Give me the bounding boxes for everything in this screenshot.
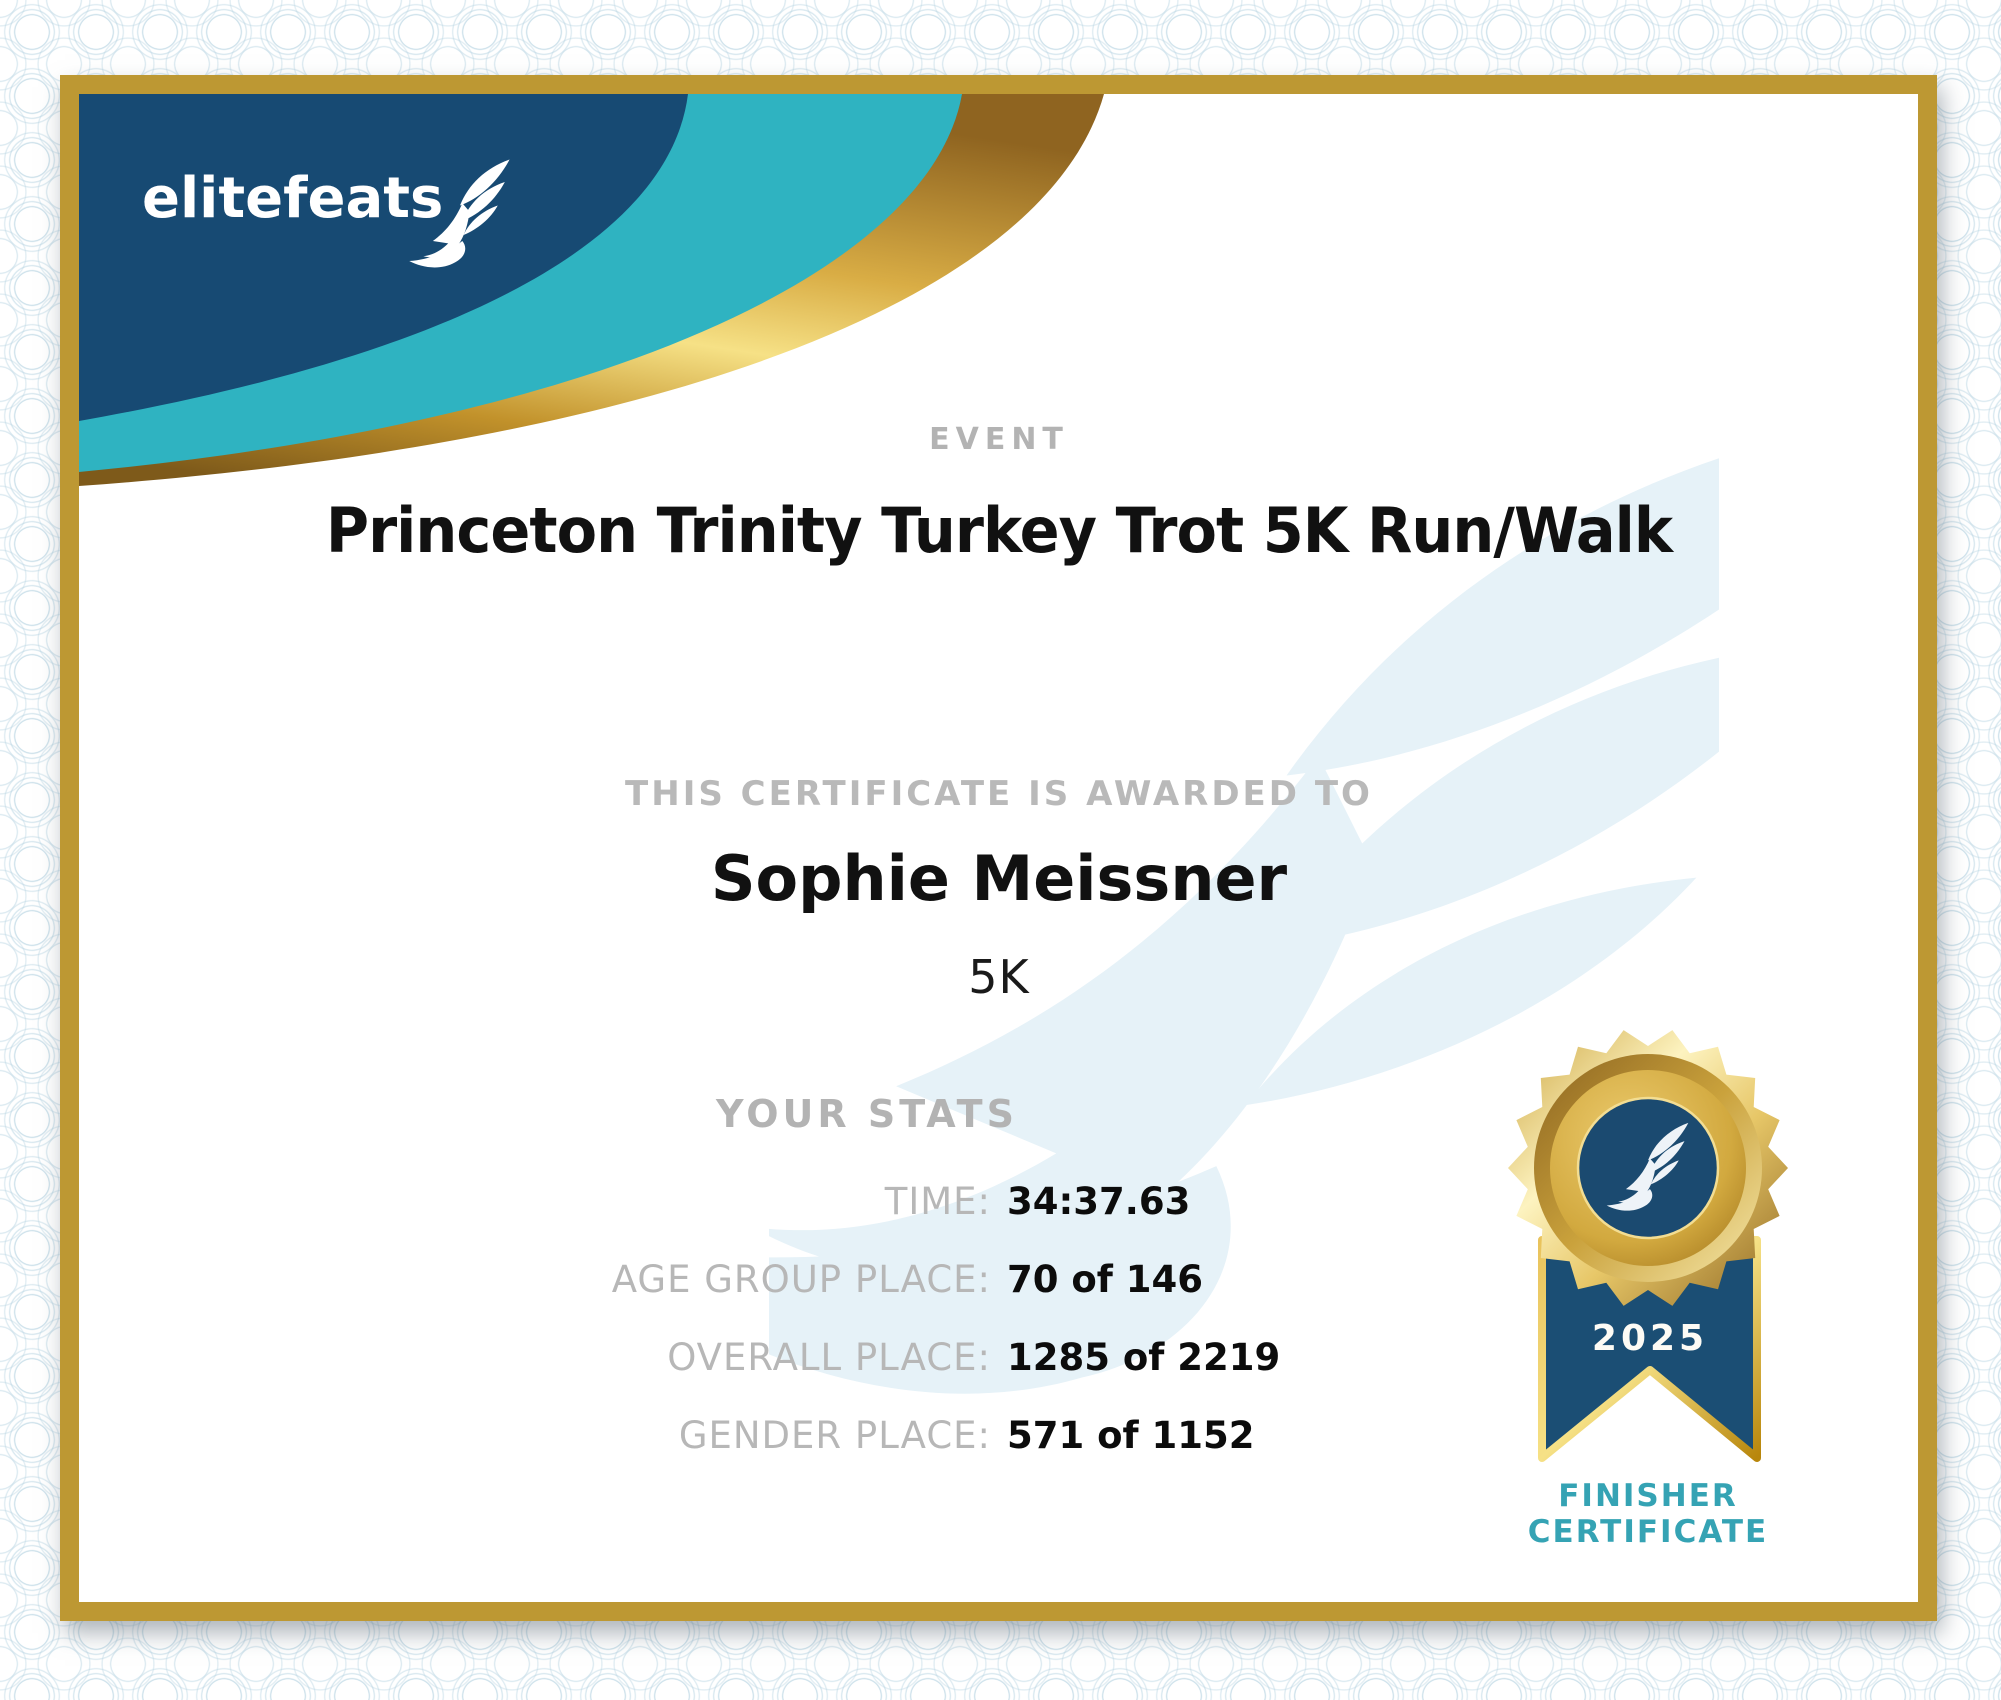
winged-foot-icon [401, 152, 519, 278]
badge-caption [1528, 1478, 1768, 1550]
stat-label: TIME: [884, 1179, 991, 1223]
stat-value: 571 of 1152 [1007, 1413, 1255, 1457]
badge-year: 2025 [1591, 1318, 1709, 1359]
stat-value: 70 of 146 [1007, 1257, 1204, 1301]
stat-label: AGE GROUP PLACE: [611, 1257, 991, 1301]
stat-label: OVERALL PLACE: [667, 1335, 991, 1379]
badge-caption-line1: FINISHER [1558, 1478, 1738, 1514]
stat-value: 34:37.63 [1007, 1179, 1191, 1223]
stats-heading: YOUR STATS [716, 1092, 1018, 1136]
event-title: Princeton Trinity Turkey Trot 5K Run/Walk [325, 494, 1673, 567]
awarded-to-label: THIS CERTIFICATE IS AWARDED TO [625, 774, 1373, 814]
event-label: EVENT [929, 422, 1069, 457]
brand-logo-text: elitefeats [142, 166, 444, 231]
stat-label: GENDER PLACE: [678, 1413, 991, 1457]
finisher-badge [1500, 1020, 1800, 1470]
stat-value: 1285 of 2219 [1007, 1335, 1281, 1379]
badge-caption-line2: CERTIFICATE [1527, 1514, 1769, 1550]
race-division: 5K [968, 950, 1030, 1004]
awardee-name: Sophie Meissner [710, 842, 1288, 915]
certificate-frame [60, 75, 1937, 1621]
